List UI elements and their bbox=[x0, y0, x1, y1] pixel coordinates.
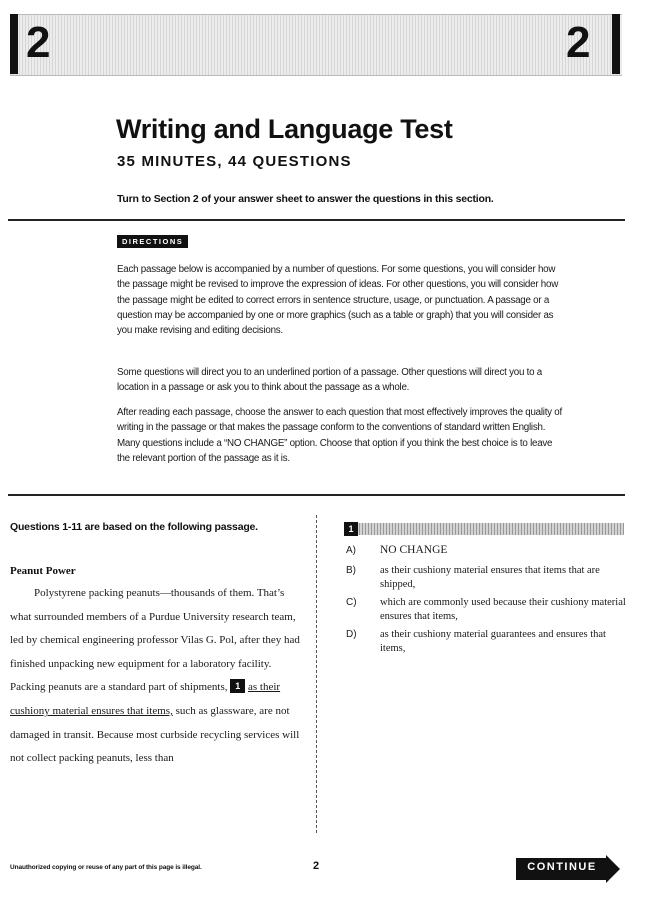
choice-text: NO CHANGE bbox=[380, 544, 448, 556]
section-header-band bbox=[10, 14, 622, 76]
questions-heading: Questions 1-11 are based on the following passage. bbox=[10, 521, 258, 533]
question-header-bar bbox=[344, 523, 624, 535]
middle-divider bbox=[8, 494, 625, 496]
passage-text-after: such as glassware, are not damaged in transit. Because most curbside recycling services will not collect packing peanuts, less than bbox=[10, 704, 300, 765]
section-number-right: 2 bbox=[566, 18, 591, 67]
copyright-notice: Unauthorized copying or reuse of any part of this page is illegal. bbox=[10, 864, 202, 871]
answer-choice-c bbox=[346, 596, 626, 623]
section-marker-left bbox=[10, 14, 18, 74]
question-number-box: 1 bbox=[344, 522, 358, 536]
directions-paragraph-1: Each passage below is accompanied by a number of questions. For some questions, you will consider how the passage might be revised to improve the expression of ideas. For other questions, you will consider how the passage might be edited to correct errors in sentence structure, usage, or punctuation. A passage or a question may be accompanied by one or more graphics (such as a table or graph) that you will consider as you make revising and editing decisions. bbox=[117, 264, 559, 337]
continue-arrow bbox=[516, 855, 620, 883]
section-marker-right bbox=[612, 14, 620, 74]
passage-title: Peanut Power bbox=[10, 565, 76, 577]
page-subtitle: 35 MINUTES, 44 QUESTIONS bbox=[117, 153, 352, 170]
directions-paragraph-2: Some questions will direct you to an underlined portion of a passage. Other questions will direct you to a location in a passage or ask you to think about the passage as a whole. bbox=[117, 367, 542, 394]
underlined-portion: as their cushiony material ensures that items, bbox=[10, 681, 281, 717]
choice-letter: C) bbox=[346, 597, 357, 608]
answer-sheet-instruction: Turn to Section 2 of your answer sheet to answer the questions in this section. bbox=[117, 193, 494, 205]
passage-text bbox=[10, 582, 300, 771]
answer-choice-b bbox=[346, 564, 626, 591]
choice-letter: A) bbox=[346, 545, 356, 556]
continue-label: CONTINUE bbox=[527, 861, 597, 873]
top-divider bbox=[8, 219, 625, 221]
directions-label: DIRECTIONS bbox=[117, 235, 188, 248]
answer-choice-a bbox=[346, 544, 626, 558]
choice-text: which are commonly used because their cushiony material ensures that items, bbox=[380, 597, 626, 622]
choice-text: as their cushiony material guarantees and ensures that items, bbox=[380, 629, 606, 654]
directions-paragraph-3: After reading each passage, choose the answer to each question that most effectively improves the quality of writing in the passage or that makes the passage conform to the conventions of standard written English. Many questions include a “NO CHANGE” option. Choose that option if you think the best choice is to leave the relevant portion of the passage as it is. bbox=[117, 407, 562, 464]
question-reference-marker: 1 bbox=[230, 679, 245, 693]
passage-text-before: Polystyrene packing peanuts—thousands of them. That’s what surrounded members of a Purdue University research team, led by chemical engineering professor Vilas G. Pol, after they had finished unpacking new equipment for a laboratory facility. Packing peanuts are a standard part of shipments, bbox=[10, 587, 300, 694]
choice-text: as their cushiony material ensures that items that are shipped, bbox=[380, 565, 600, 590]
answer-choice-d bbox=[346, 628, 626, 655]
choice-letter: B) bbox=[346, 565, 356, 576]
column-divider bbox=[316, 515, 317, 833]
section-number-left: 2 bbox=[26, 18, 51, 67]
choice-letter: D) bbox=[346, 629, 357, 640]
page-title: Writing and Language Test bbox=[116, 114, 453, 144]
page-number: 2 bbox=[313, 860, 320, 872]
